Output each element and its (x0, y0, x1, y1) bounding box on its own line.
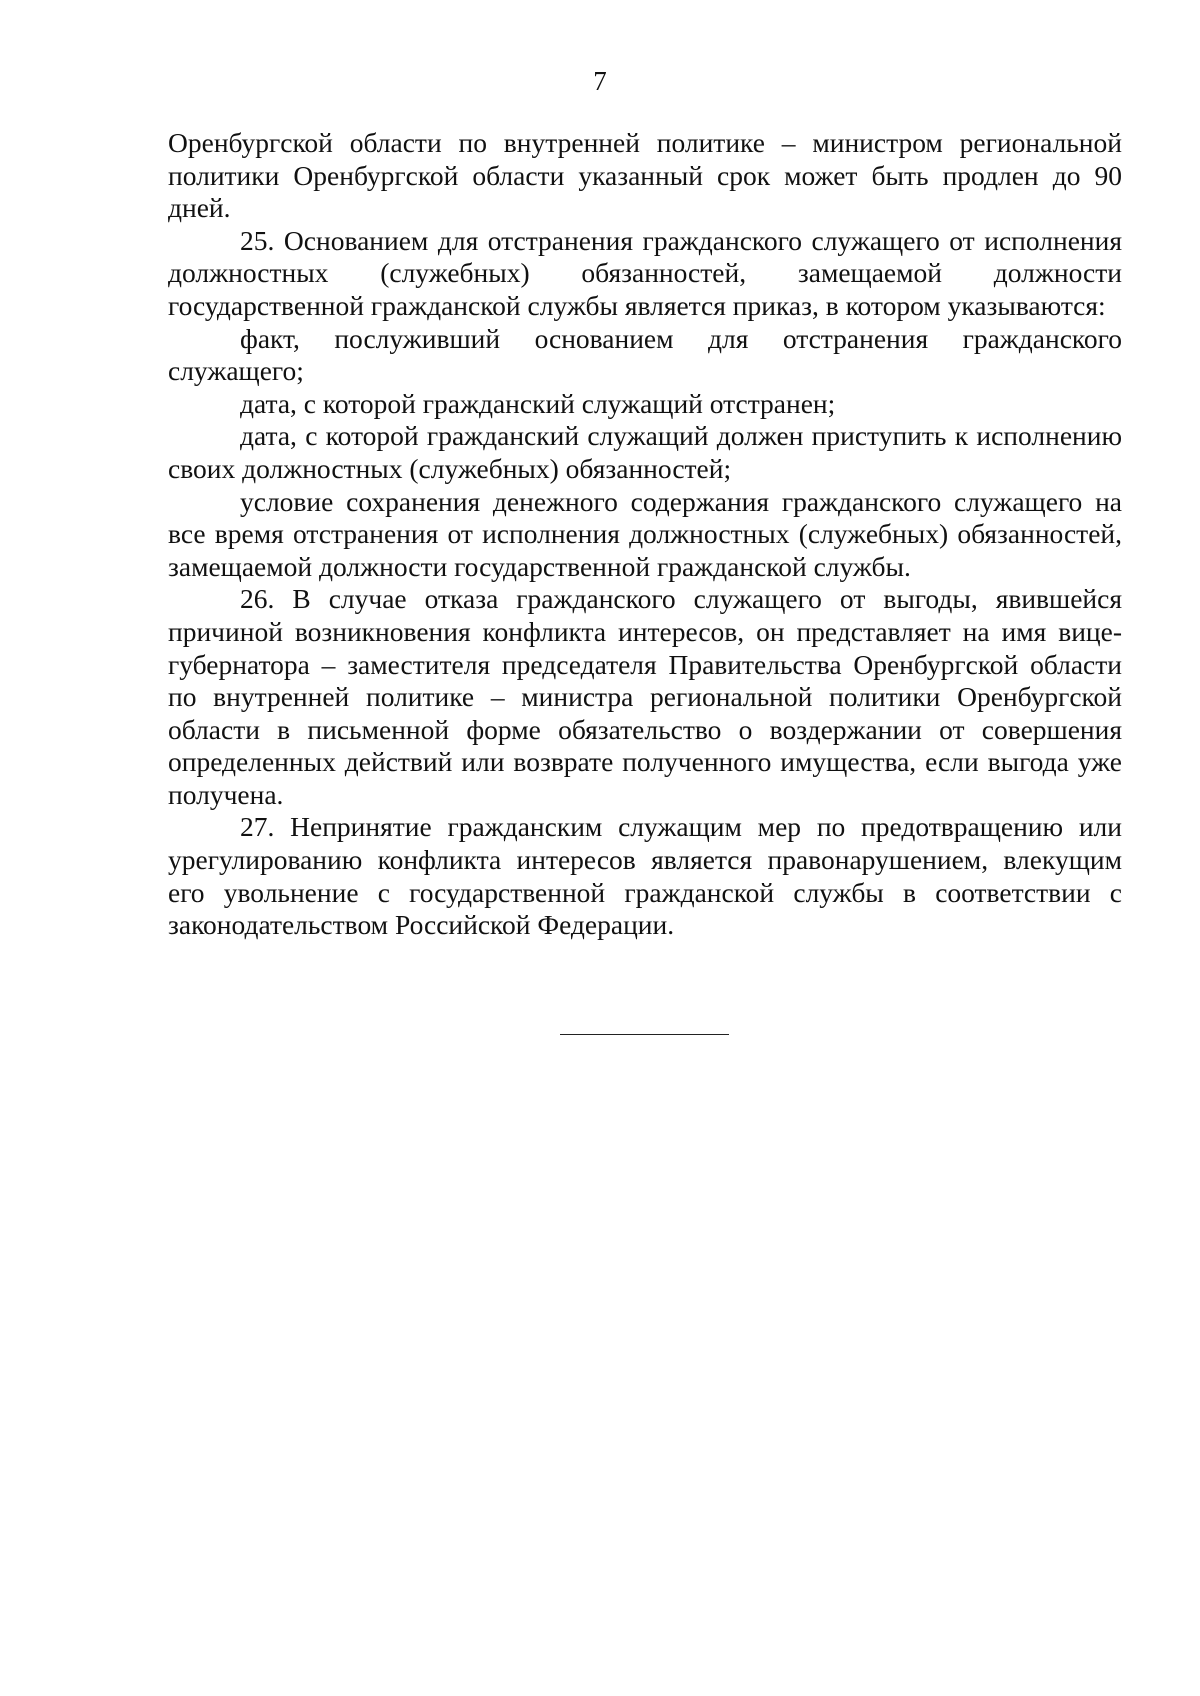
paragraph-continuation: Оренбургской области по внутренней политике – министром региональной политики Оренбургской области указанный срок может быть продлен до 90 дней. (168, 127, 1122, 224)
paragraph-clause-26: 26. В случае отказа гражданского служащего от выгоды, явившейся причиной возникновения конфликта интересов, он представляет на имя вице-губернатора – заместителя председателя Правительства Оренбургской области по внутренней политике – министра региональной политики Оренбургской области в письменной форме обязательство о воздержании от совершения определенных действий или возврате полученного имущества, если выгода уже получена. (168, 583, 1122, 810)
paragraph-clause-25-item-2: дата, с которой гражданский служащий отстранен; (240, 387, 836, 419)
end-of-document-divider (560, 1034, 729, 1035)
paragraph-clause-27: 27. Непринятие гражданским служащим мер по предотвращению или урегулированию конфликта интересов является правонарушением, влекущим его увольнение с государственной гражданской службы в соответствии с законодательством Российской Федерации. (168, 811, 1122, 941)
paragraph-clause-25-item-1: факт, послуживший основанием для отстранения гражданского служащего; (168, 322, 1122, 387)
document-body (168, 127, 1122, 942)
paragraph-clause-25-item-4: условие сохранения денежного содержания гражданского служащего на все время отстранения от исполнения должностных (служебных) обязанностей, замещаемой должности государственной гражданской службы. (168, 485, 1122, 582)
paragraph-clause-25-item-3: дата, с которой гражданский служащий должен приступить к исполнению своих должностных (служебных) обязанностей; (168, 420, 1122, 484)
page-number: 7 (593, 66, 607, 96)
paragraph-clause-25: 25. Основанием для отстранения гражданского служащего от исполнения должностных (служебных) обязанностей, замещаемой должности государственной гражданской службы является приказ, в котором указываются: (168, 224, 1122, 321)
